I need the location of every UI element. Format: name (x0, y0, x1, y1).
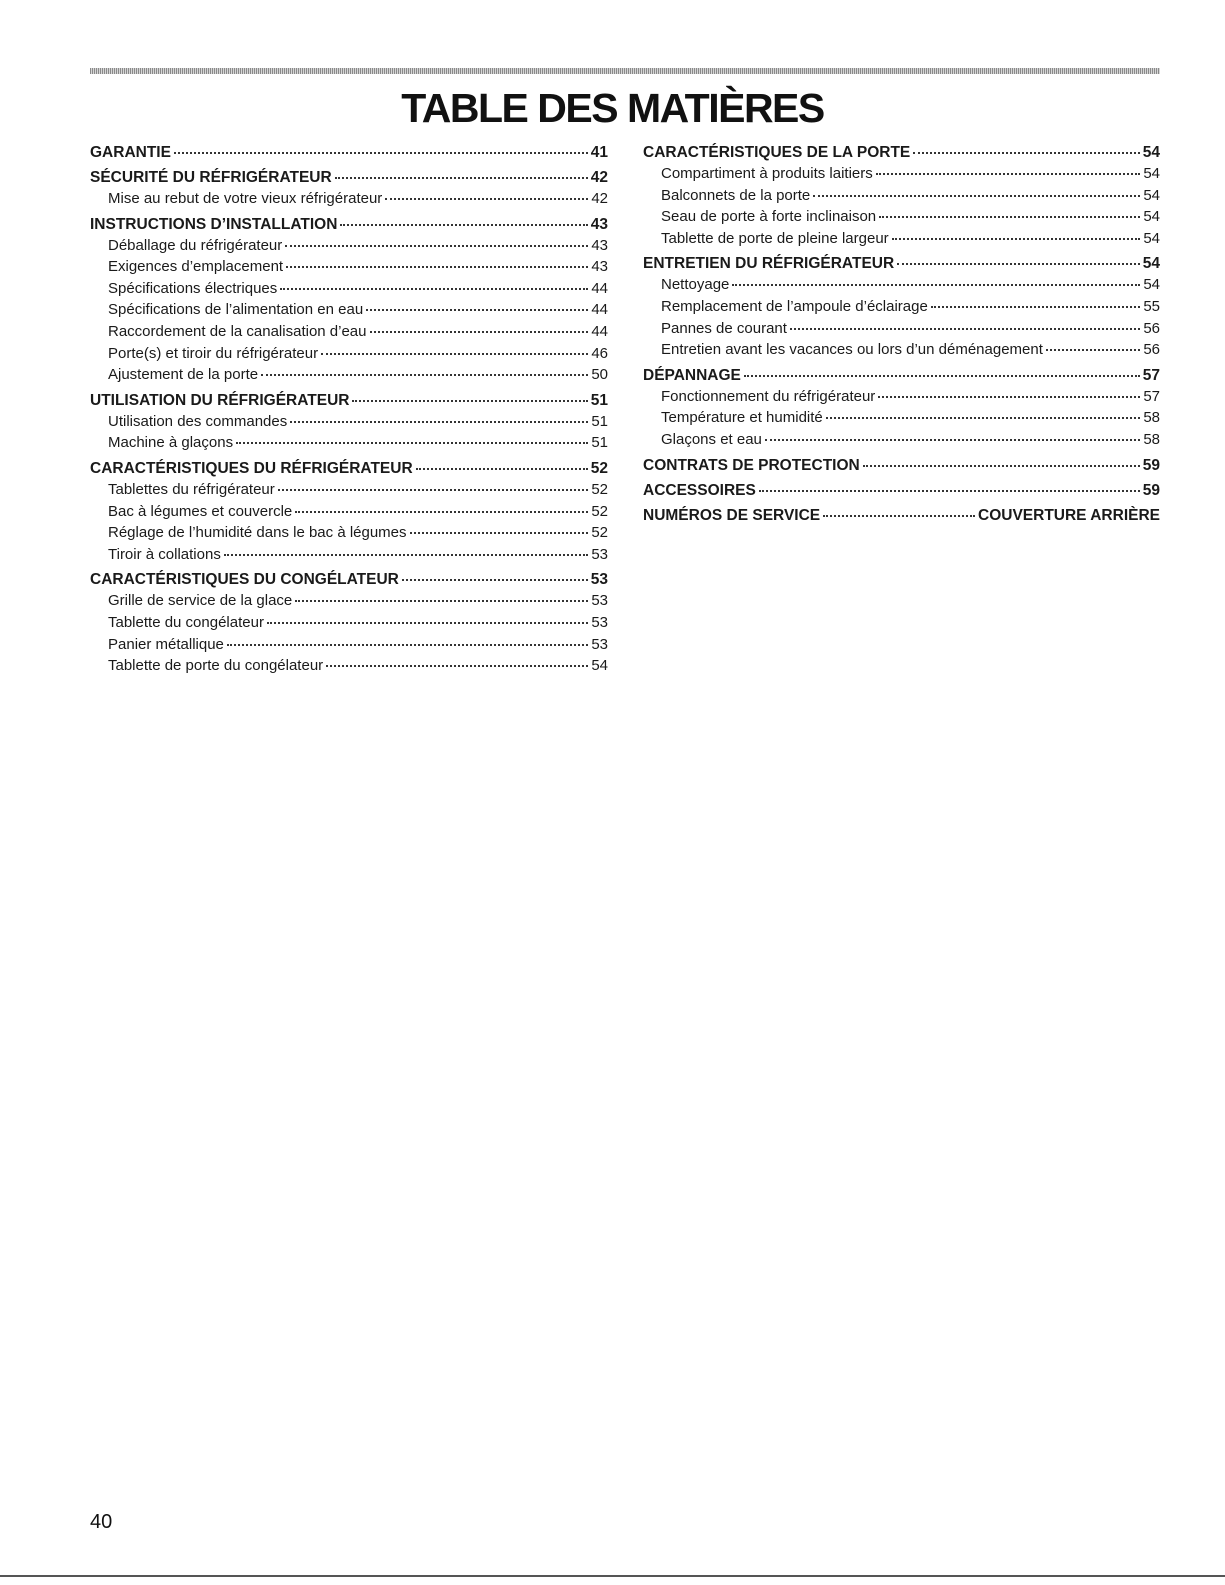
toc-entry-label: Tiroir à collations (108, 545, 221, 563)
toc-subsection-entry (643, 274, 1160, 296)
toc-section-entry (643, 142, 1160, 163)
dot-leader (321, 353, 588, 355)
toc-entry-label: INSTRUCTIONS D’INSTALLATION (90, 215, 338, 233)
toc-section-entry (90, 458, 608, 479)
toc-entry-label: Tablette de porte du congélateur (108, 657, 324, 675)
toc-entry-page: 52 (591, 480, 608, 498)
toc-entry-page: 43 (590, 215, 608, 233)
toc-entry-page: 44 (591, 279, 608, 297)
toc-entry-page: 54 (1143, 276, 1160, 294)
toc-section-entry (90, 390, 608, 411)
toc-entry-page: 54 (1142, 255, 1160, 273)
toc-entry-label: DÉPANNAGE (643, 366, 741, 384)
toc-entry-page: 54 (1143, 208, 1160, 226)
dot-leader (878, 396, 1140, 398)
toc-section-entry (90, 214, 608, 235)
toc-entry-label: Utilisation des commandes (108, 412, 288, 430)
toc-subsection-entry (643, 429, 1160, 451)
toc-entry-label: Seau de porte à forte inclinaison (661, 208, 877, 226)
toc-entry-label: Température et humidité (661, 409, 823, 427)
toc-subsection-entry (90, 634, 608, 656)
toc-entry-label: ENTRETIEN DU RÉFRIGÉRATEUR (643, 255, 895, 273)
toc-entry-label: ACCESSOIRES (643, 481, 756, 499)
toc-entry-page: 59 (1142, 481, 1160, 499)
toc-subsection-entry (643, 318, 1160, 340)
toc-subsection-entry (643, 296, 1160, 318)
dot-leader (410, 532, 589, 534)
toc-entry-page: 56 (1143, 319, 1160, 337)
dot-leader (876, 173, 1141, 175)
toc-entry-label: Fonctionnement du réfrigérateur (661, 387, 876, 405)
toc-right-column (643, 142, 1160, 526)
toc-entry-label: Remplacement de l’ampoule d’éclairage (661, 297, 928, 315)
toc-entry-label: Spécifications de l’alimentation en eau (108, 301, 364, 319)
dot-leader (813, 195, 1140, 197)
toc-entry-label: CARACTÉRISTIQUES DU RÉFRIGÉRATEUR (90, 459, 413, 477)
dot-leader (892, 238, 1141, 240)
dot-leader (879, 216, 1140, 218)
toc-entry-page: 42 (591, 190, 608, 207)
dot-leader (416, 468, 588, 470)
page-number: 40 (90, 1511, 113, 1533)
toc-entry-label: CONTRATS DE PROTECTION (643, 456, 860, 474)
dot-leader (370, 331, 589, 333)
toc-entry-page: 54 (591, 657, 608, 675)
toc-subsection-entry (90, 188, 608, 210)
dot-leader (1046, 349, 1140, 351)
bottom-rule (0, 1575, 1225, 1577)
toc-entry-page: 51 (591, 434, 608, 452)
toc-entry-label: Mise au rebut de votre vieux réfrigérateur (108, 190, 383, 207)
dot-leader (174, 152, 588, 154)
toc-entry-page: COUVERTURE ARRIÈRE (978, 506, 1160, 524)
toc-entry-page: 58 (1143, 409, 1160, 427)
toc-entry-label: Machine à glaçons (108, 434, 234, 452)
toc-subsection-entry (90, 501, 608, 523)
toc-entry-page: 43 (591, 258, 608, 276)
toc-entry-page: 51 (590, 391, 608, 409)
toc-entry-label: Pannes de courant (661, 319, 787, 337)
dot-leader (385, 198, 588, 200)
dot-leader (732, 284, 1140, 286)
top-decorative-rule (90, 68, 1160, 74)
dot-leader (280, 288, 588, 290)
toc-entry-page: 51 (591, 412, 608, 430)
dot-leader (402, 579, 588, 581)
dot-leader (823, 515, 975, 517)
dot-leader (744, 375, 1140, 377)
toc-subsection-entry (90, 278, 608, 300)
toc-section-entry (643, 505, 1160, 526)
toc-subsection-entry (90, 590, 608, 612)
dot-leader (285, 245, 588, 247)
dot-leader (295, 600, 588, 602)
toc-subsection-entry (90, 655, 608, 677)
toc-entry-label: Compartiment à produits laitiers (661, 165, 873, 182)
dot-leader (352, 400, 587, 402)
toc-entry-label: Spécifications électriques (108, 279, 278, 297)
toc-subsection-entry (643, 407, 1160, 429)
toc-entry-page: 56 (1143, 341, 1160, 359)
toc-entry-label: Ajustement de la porte (108, 366, 259, 384)
toc-entry-label: Nettoyage (661, 276, 730, 294)
toc-subsection-entry (90, 321, 608, 343)
dot-leader (366, 309, 588, 311)
toc-entry-page: 54 (1142, 144, 1160, 161)
toc-entry-label: SÉCURITÉ DU RÉFRIGÉRATEUR (90, 169, 332, 186)
toc-section-entry (90, 142, 608, 163)
toc-entry-page: 52 (591, 524, 608, 542)
toc-entry-label: Raccordement de la canalisation d’eau (108, 322, 367, 340)
toc-subsection-entry (643, 163, 1160, 185)
toc-subsection-entry (643, 339, 1160, 361)
toc-entry-page: 53 (591, 613, 608, 631)
toc-entry-page: 53 (591, 545, 608, 563)
toc-entry-page: 54 (1143, 165, 1160, 182)
toc-subsection-entry (90, 299, 608, 321)
dot-leader (286, 266, 588, 268)
toc-entry-page: 42 (590, 169, 608, 186)
toc-entry-label: Grille de service de la glace (108, 592, 293, 610)
dot-leader (290, 421, 588, 423)
toc-subsection-entry (90, 256, 608, 278)
toc-entry-label: Bac à légumes et couvercle (108, 502, 293, 520)
toc-entry-page: 53 (590, 571, 608, 589)
toc-subsection-entry (90, 522, 608, 544)
page-title: TABLE DES MATIÈRES (401, 85, 824, 131)
dot-leader (790, 328, 1140, 330)
toc-subsection-entry (90, 432, 608, 454)
toc-entry-page: 52 (590, 459, 608, 477)
toc-entry-label: GARANTIE (90, 144, 171, 161)
toc-subsection-entry (90, 343, 608, 365)
toc-entry-page: 41 (590, 144, 608, 161)
toc-entry-label: Entretien avant les vacances ou lors d’un déménagement (661, 341, 1043, 359)
dot-leader (261, 374, 588, 376)
dot-leader (765, 439, 1140, 441)
dot-leader (326, 665, 588, 667)
toc-entry-page: 55 (1143, 297, 1160, 315)
dot-leader (897, 263, 1140, 265)
toc-entry-label: Tablette de porte de pleine largeur (661, 229, 889, 247)
dot-leader (826, 417, 1141, 419)
toc-entry-label: CARACTÉRISTIQUES DU CONGÉLATEUR (90, 571, 399, 589)
toc-entry-label: Glaçons et eau (661, 430, 762, 448)
toc-entry-page: 53 (591, 592, 608, 610)
toc-subsection-entry (643, 185, 1160, 207)
dot-leader (236, 442, 588, 444)
dot-leader (340, 224, 587, 226)
toc-subsection-entry (643, 386, 1160, 408)
toc-entry-page: 52 (591, 502, 608, 520)
toc-entry-page: 57 (1143, 387, 1160, 405)
toc-left-column (90, 142, 608, 677)
toc-section-entry (90, 167, 608, 188)
toc-subsection-entry (90, 235, 608, 257)
toc-entry-label: Panier métallique (108, 635, 224, 653)
toc-subsection-entry (90, 479, 608, 501)
toc-entry-label: UTILISATION DU RÉFRIGÉRATEUR (90, 391, 350, 409)
toc-section-entry (643, 365, 1160, 386)
dot-leader (267, 622, 588, 624)
toc-subsection-entry (643, 228, 1160, 250)
toc-entry-page: 54 (1143, 229, 1160, 247)
toc-section-entry (90, 569, 608, 590)
toc-entry-label: Porte(s) et tiroir du réfrigérateur (108, 344, 319, 362)
dot-leader (227, 644, 588, 646)
toc-entry-page: 43 (591, 236, 608, 254)
toc-entry-label: CARACTÉRISTIQUES DE LA PORTE (643, 144, 911, 161)
toc-entry-label: NUMÉROS DE SERVICE (643, 506, 821, 524)
toc-entry-page: 44 (591, 301, 608, 319)
toc-entry-page: 53 (591, 635, 608, 653)
toc-entry-page: 54 (1143, 186, 1160, 204)
toc-entry-label: Réglage de l’humidité dans le bac à légumes (108, 524, 407, 542)
dot-leader (224, 554, 588, 556)
toc-entry-label: Balconnets de la porte (661, 186, 811, 204)
toc-section-entry (643, 455, 1160, 476)
toc-subsection-entry (643, 206, 1160, 228)
toc-entry-label: Exigences d’emplacement (108, 258, 284, 276)
toc-entry-label: Tablettes du réfrigérateur (108, 480, 275, 498)
toc-entry-page: 44 (591, 322, 608, 340)
toc-entry-label: Déballage du réfrigérateur (108, 236, 283, 254)
toc-entry-page: 50 (591, 366, 608, 384)
dot-leader (863, 465, 1140, 467)
dot-leader (278, 489, 589, 491)
toc-section-entry (643, 480, 1160, 501)
toc-entry-page: 46 (591, 344, 608, 362)
toc-entry-label: Tablette du congélateur (108, 613, 264, 631)
toc-entry-page: 59 (1142, 456, 1160, 474)
toc-subsection-entry (90, 364, 608, 386)
dot-leader (335, 177, 588, 179)
toc-subsection-entry (90, 612, 608, 634)
toc-entry-page: 58 (1143, 430, 1160, 448)
toc-subsection-entry (90, 411, 608, 433)
dot-leader (759, 490, 1140, 492)
dot-leader (913, 152, 1140, 154)
toc-entry-page: 57 (1142, 366, 1160, 384)
dot-leader (295, 511, 588, 513)
toc-section-entry (643, 253, 1160, 274)
dot-leader (931, 306, 1140, 308)
toc-subsection-entry (90, 544, 608, 566)
